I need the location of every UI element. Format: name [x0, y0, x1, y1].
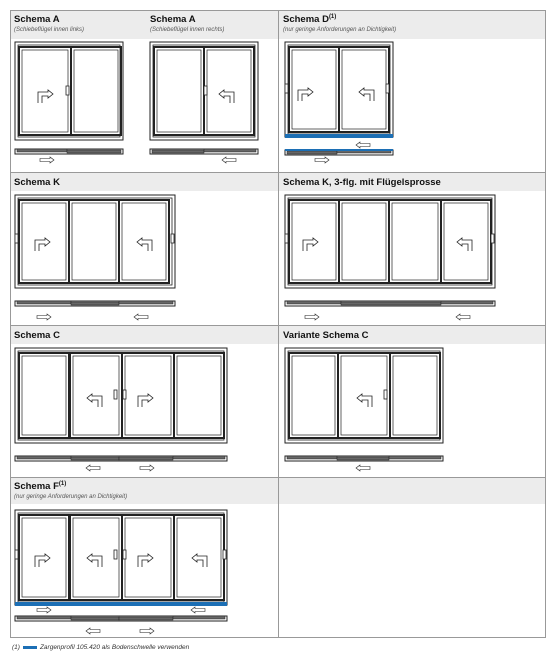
schema-k-handle-1	[171, 234, 174, 243]
schema-k3-plan-seg-1	[341, 302, 441, 305]
schema-k-plan-seg-2	[119, 301, 173, 304]
variante-schema-c-plan-seg-0	[287, 456, 337, 459]
schema-a-left-handle-0	[66, 86, 69, 95]
schema-a-right-plan-seg-1	[204, 149, 256, 152]
schema-a-left-plan-seg-0	[17, 149, 67, 152]
schema-a-left-plan-seg-1	[67, 150, 121, 153]
schema-a-left-title: Schema A	[14, 14, 60, 25]
schema-d-title: Schema $D^{(1)}$	[283, 14, 337, 26]
schema-d-footnote-mark: (1)	[328, 14, 337, 20]
schema-a-right-plan-seg-0	[152, 150, 204, 153]
footnote-marker: (1)	[12, 644, 20, 651]
schema-k-plan-dir-arrow-1	[134, 314, 148, 320]
variante-schema-c-plan-seg-1	[337, 457, 389, 460]
schema-f-blue-bar	[15, 602, 227, 606]
schema-f-plan-seg-2	[119, 617, 173, 620]
schema-a-right-plan-dir-arrow-0	[222, 157, 236, 163]
variante-schema-c-plan-dir-arrow-0	[356, 465, 370, 471]
schema-d-handle-1	[386, 84, 389, 93]
footnote-text: Zargenprofil 105.420 als Bodenschwelle verwenden	[39, 644, 190, 651]
schema-d-handle-0	[285, 84, 288, 93]
schema-k-handle-0	[15, 234, 18, 243]
schema-k-plan-seg-1	[71, 302, 119, 305]
schema-a-right-handle-0	[204, 86, 207, 95]
variante-schema-c-frame	[285, 348, 443, 443]
schema-k-plan-dir-arrow-0	[37, 314, 51, 320]
schema-f-plan-dir-arrow-2	[86, 628, 100, 634]
schema-d-blue-sill	[285, 134, 393, 138]
schema-d-plan-seg-0	[287, 151, 337, 154]
schema-c-title: Schema C	[14, 330, 60, 341]
schema-f-handle-1	[114, 550, 117, 559]
schema-k-title: Schema K	[14, 177, 60, 188]
footnote	[12, 644, 189, 651]
schema-k3-handle-1	[491, 234, 494, 243]
schema-a-right-subtitle: (Schiebeflügel innen rechts)	[150, 27, 225, 33]
schema-d-subtitle: (nur geringe Anforderungen an Dichtigkeit)	[283, 27, 397, 33]
variante-schema-c-handle-0	[384, 390, 387, 399]
schema-k-plan-seg-0	[17, 301, 71, 304]
schema-c-handle-1	[123, 390, 126, 399]
schema-c-plan-dir-arrow-0	[86, 465, 100, 471]
schema-f-title: Schema $F^{(1)}$	[14, 481, 67, 493]
schema-k3-plan-seg-0	[287, 301, 341, 304]
schema-k3-handle-0	[285, 234, 288, 243]
schema-f-plan-dir-arrow-0	[37, 607, 51, 613]
schema-c-handle-0	[114, 390, 117, 399]
schema-d-plan-blue	[285, 149, 393, 151]
schema-a-left-subtitle: (Schiebeflügel innen links)	[14, 27, 85, 33]
schema-d-plan-dir-arrow-0	[356, 142, 370, 148]
schema-k3-title: Schema K, 3-flg. mit Flügelsprosse	[283, 177, 441, 188]
schema-c-plan-seg-1	[71, 457, 119, 460]
schema-k3-plan-dir-arrow-0	[305, 314, 319, 320]
schema-f-plan-dir-arrow-1	[191, 607, 205, 613]
schema-f-handle-0	[15, 550, 18, 559]
schema-f-handle-2	[123, 550, 126, 559]
schema-c-plan-seg-2	[119, 457, 173, 460]
schema-d-plan-dir-arrow-1	[315, 157, 329, 163]
schema-f-plan-dir-arrow-3	[140, 628, 154, 634]
variante-schema-c-title: Variante Schema C	[283, 330, 369, 341]
schema-f-plan-seg-3	[173, 616, 225, 619]
schema-c-plan-seg-3	[173, 456, 225, 459]
schema-f-subtitle: (nur geringe Anforderungen an Dichtigkeit)	[14, 494, 128, 500]
schema-f-plan-seg-1	[71, 617, 119, 620]
schema-f-plan-seg-0	[17, 616, 71, 619]
variante-schema-c-plan-seg-2	[389, 456, 441, 459]
schema-f-footnote-mark: (1)	[58, 481, 67, 487]
schema-f-handle-3	[223, 550, 226, 559]
blue-profile-swatch	[23, 646, 37, 649]
schema-k3-plan-dir-arrow-1	[456, 314, 470, 320]
schema-a-right-title: Schema A	[150, 14, 196, 25]
schema-c-plan-dir-arrow-1	[140, 465, 154, 471]
schema-a-left-plan-dir-arrow-0	[40, 157, 54, 163]
schema-c-plan-seg-0	[17, 456, 71, 459]
schema-k3-plan-seg-2	[441, 301, 493, 304]
